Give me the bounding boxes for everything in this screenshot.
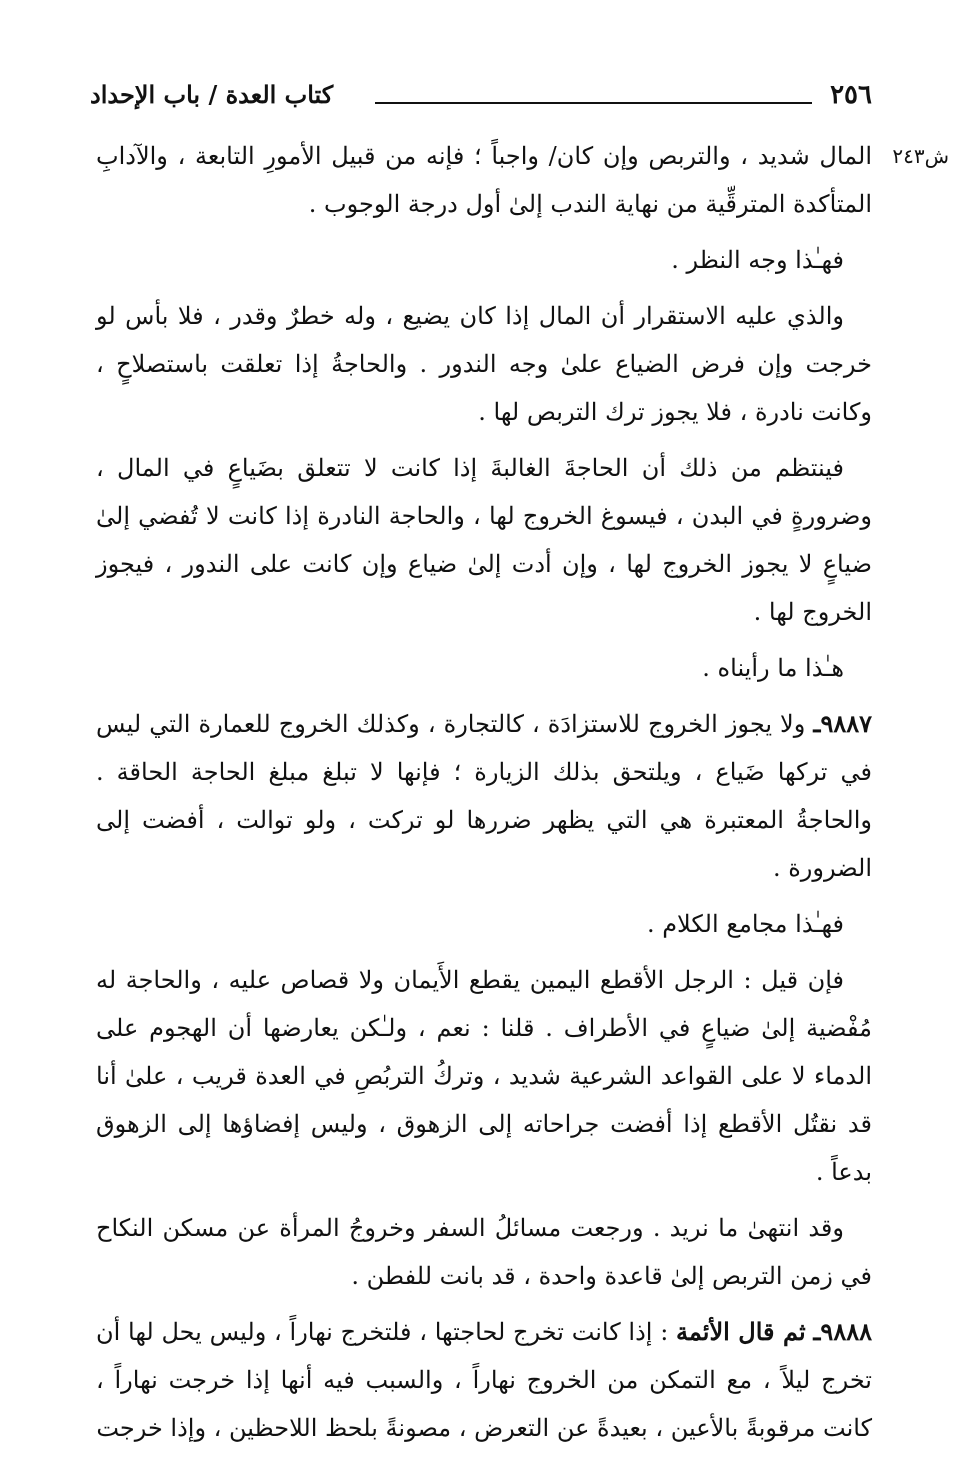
paragraph-6 bbox=[96, 700, 872, 892]
paragraph-8 bbox=[96, 956, 872, 1196]
paragraph-3 bbox=[96, 292, 872, 436]
section-number: ٩٨٨٨ـ bbox=[813, 1317, 872, 1346]
paragraph-text: فهـٰذا مجامع الكلام . bbox=[646, 910, 844, 938]
body-text bbox=[96, 132, 872, 1460]
paragraph-5 bbox=[96, 644, 872, 692]
paragraph-text: فإن قيل : الرجل الأقطع اليمين يقطع الأَيمان ولا قصاص عليه ، والحاجة له مُفْضية إلىٰ ضياعٍ في الأطراف . قلنا : نعم ، ولـٰكن يعارضها أن الهجوم على الدماء لا على القواعد الشرعية شديد ، وتركُ التربُصِ في العدة قريب ، علىٰ أنا قد نقتُل الأقطع إذا أفضت جراحاته إلى الزهوق ، وليس إفضاؤها إلى الزهوق بدعاً . bbox=[96, 966, 872, 1186]
paragraph-text: فهـٰذا وجه النظر . bbox=[671, 246, 844, 274]
paragraph-2 bbox=[96, 236, 872, 284]
paragraph-text: والذي عليه الاستقرار أن المال إذا كان يضيع ، وله خطرٌ وقدر ، فلا بأس لو خرجت وإن فرض الضياع علىٰ وجه الندور . والحاجةُ إذا تعلقت باستصلاحٍ ، وكانت نادرة ، فلا يجوز ترك التربص لها . bbox=[96, 302, 872, 426]
paragraph-10 bbox=[96, 1308, 872, 1452]
section-number: ٩٨٨٧ـ bbox=[813, 709, 872, 738]
paragraph-text: : إذا كانت تخرج لحاجتها ، فلتخرج نهاراً ، وليس يحل لها أن تخرج ليلاً ، مع التمكن من الخروج نهاراً ، والسبب فيه أنها إذا خرجت نهاراً ، كانت مرقوبةً بالأعين ، بعيدةً عن التعرض ، مصونةً بلحظ اللاحظين ، وإذا خرجت bbox=[96, 1318, 872, 1442]
section-lead: ثم قال الأئمة bbox=[676, 1317, 806, 1346]
margin-page-reference: ش٢٤٣ bbox=[892, 144, 949, 168]
paragraph-1 bbox=[96, 132, 872, 228]
paragraph-4 bbox=[96, 444, 872, 636]
paragraph-text: وقد انتهىٰ ما نريد . ورجعت مسائلُ السفر وخروجُ المرأة عن مسكن النكاح في زمن التربص إلىٰ قاعدة واحدة ، قد بانت للفطن . bbox=[96, 1214, 872, 1290]
paragraph-text: المال شديد ، والتربص وإن كان/ واجباً ؛ فإنه من قبيل الأمورِ التابعة ، والآدابِ المتأكدة المترقِّية من نهاية الندب إلىٰ أول درجة الوجوب . bbox=[96, 142, 872, 218]
paragraph-text: فينتظم من ذلك أن الحاجةَ الغالبةَ إذا كانت لا تتعلق بضَياعٍ في المال ، وضرورةٍ في البدن ، فيسوغ الخروج لها ، والحاجة النادرة إذا كانت لا تُفضي إلىٰ ضياعٍ لا يجوز الخروج لها ، وإن أدت إلىٰ ضياع وإن كانت على الندور ، فيجوز الخروج لها . bbox=[96, 454, 872, 626]
header-rule bbox=[375, 102, 812, 104]
page-header bbox=[90, 78, 872, 112]
paragraph-9 bbox=[96, 1204, 872, 1300]
paragraph-text: هـٰذا ما رأيناه . bbox=[702, 654, 844, 682]
paragraph-7 bbox=[96, 900, 872, 948]
paragraph-text: ولا يجوز الخروج للاستزادَة ، كالتجارة ، وكذلك الخروج للعمارة التي ليس في تركها ضَياع ، ويلتحق بذلك الزيارة ؛ فإنها لا تبلغ مبلغ الحاجة الحاقة . والحاجةُ المعتبرة هي التي يظهر ضررها لو تركت ، ولو توالت ، أفضت إلى الضرورة . bbox=[96, 710, 872, 882]
page-number: ٢٥٦ bbox=[830, 80, 872, 110]
running-title: كتاب العدة / باب الإحداد bbox=[90, 80, 334, 109]
